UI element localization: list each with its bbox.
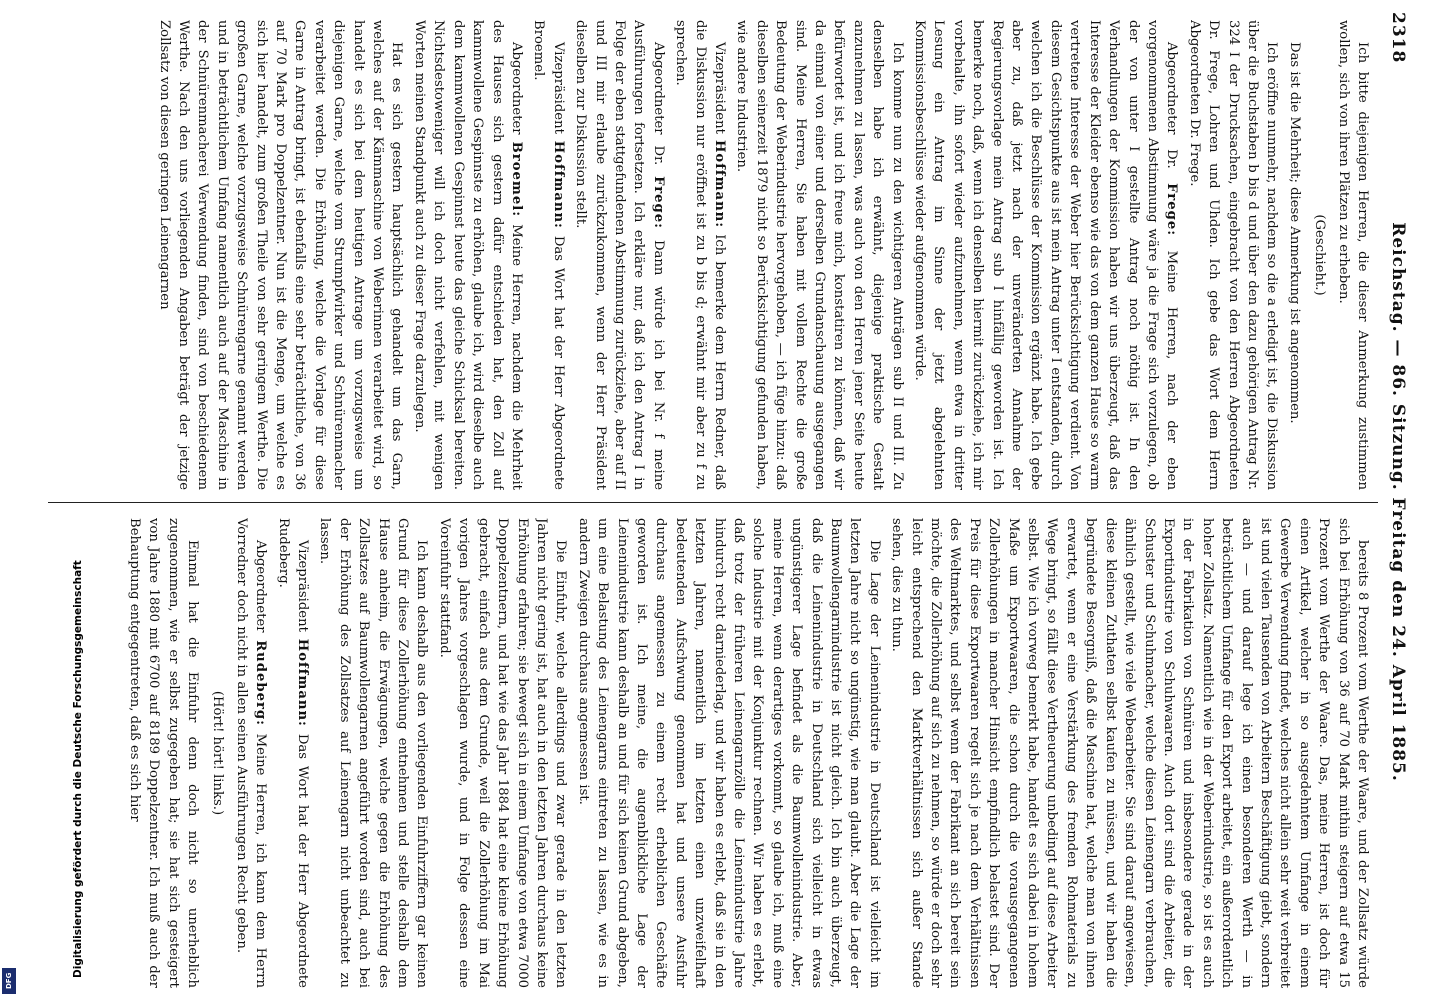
rotated-page [12,12,1412,992]
speaker-name: Broemel: [508,141,524,218]
page-number: 2318 [1388,12,1408,64]
stage-direction: (Hört! hört! links.) [210,690,226,816]
speech-paragraph [273,518,312,988]
speaker-title: Abgeordneter [253,540,269,633]
speaker-title: Abgeordneter Dr. [1164,42,1180,169]
speaker-name: Hoffmann: [712,139,727,229]
speaker-title: Vizepräsident [550,42,566,134]
speech-text: Ich bemerke dem Herrn Redner, daß die Diskussion nur eröffnet ist zu b bis d; erwähnt mir aber zu f zu sprechen. [673,20,727,490]
body-paragraph: Hat es sich gestern hauptsächlich gehandelt um das Garn, welches auf der Kämmaschine von Weberinnen verarbeitet wird, so handelt es sich bei dem heutigen Antrage um vorzugsweise um diejenigen Garne, welche vom Strumpfwirker und Schnürenmacher verarbeitet werden. Die Erhöhung, welche die Vorlage für diese Garne in Antrag bringt, ist ebenfalls eine sehr beträchtliche, von 36 auf 70 Mark pro Doppelzentner. Nun ist die Menge, um welche es sich hier handelt, zum großen Theile von sehr geringem Werthe. Die großen Garne, welche vorzugsweise Schnürengarne genannt werden und in beträchtlichem Umfang namentlich auch auf der Maschine in der Schnürenmacherei Verwendung finden, sind von beschiedenem Werthe. Nach den uns vorliegenden Angaben beträgt der jetzige Zollsatz von diesen geringen Leinengarnen [156,20,405,490]
speaker-title: Vizepräsident [712,42,727,134]
column-divider [48,502,1378,503]
body-paragraph: Ich komme nun zu den wichtigeren Anträgen sub II und III. Zu denselben habe ich erwähnt, diejenige praktische Gestalt anzunehmen zu lassen, was auch von den Herren jener Seite heute befürwortet ist, und ich freue mich, konstatiren zu können, daß wir da einmal von einer und derselben Grundanschauung ausgegangen sind. Meine Herren, Sie haben mit vollem Rechte die große Bedeutung der Weberindustrie hervorgehoben, — ich füge hinzu: daß dieselben seinerzeit 1879 nicht so Berücksichtigung gefunden haben, wie andere Industrien. [734,20,905,490]
body-paragraph: Die Lage der Leinenindustrie in Deutschland ist vielleicht im letzten Jahre nicht so ungünstig, wie man glaubt. Aber die Lage der Baumwollengarnindustrie ist nicht gleich. Ich bin auch überzeugt, daß die Leinenindustrie in Deutschland sich vielleicht in etwas ungünstigerer Lage befindet als die Baumwollenindustrie. Aber, meine Herren, wenn derartiges vorkommt, so glaube ich, muß eine solche Industrie mit der Konjunktur rechnen. Wir haben es erlebt, daß trotz der früheren Leinengarnzölle die Leinenindustrie Jahre hindurch recht darniederlag, und wir haben es erlebt, daß sie in den letzten Jahren, namentlich im letzten einen unzweifelhaft bedeutenden Aufschwung genommen hat und unsere Ausfuhr durchaus angemessen zu einem recht erheblichen Geschäfte geworden ist. Ich meine, die augenblickliche Lage der Leinenindustrie kann deshalb an und für sich keinen Grund abgeben, um eine Belastung des Leinengarns eintreten zu lassen, wie es in andern Zweigen durchaus angemessen ist. [575,518,882,988]
body-paragraph: Die Einfuhr, welche allerdings und zwar gerade in den letzten Jahren nicht gering ist, hat auch in den letzten Jahren durchaus keine Erhöhung erfahren; sie bewegt sich in einem Umfange von etwa 7000 Doppelzentnern, und hat wie das Jahr 1884 hat eine kleine Erhöhung gebracht, einfach aus dem Grunde, weil die Zollerhöhung im Mai vorigen Jahres vorgeschlagen wurde, und in Folge dessen eine Voreinfuhr stattfand. [436,518,569,988]
speaker-name: Frege: [650,176,666,230]
speaker-title: Abgeordneter Dr. [650,42,666,166]
speech-text: Meine Herren, nachdem die Mehrheit des Hauses sich gestern dafür entschieden hat, den Zoll auf kammwollene Gespinnste zu erhöhen, glaube ich, wird dieselbe auch dem kammwollenen Gespinnst heute das gleiche Schicksal bereiten. Nichtsdestoweniger will ich doch nicht verfehlen, mit wenigen Worten meinen Standpunkt auch zu dieser Frage darzulegen. [411,20,524,490]
speech-paragraph [910,20,1182,490]
speaker-name: Hoffmann: [295,638,311,727]
speech-text: Dann würde ich bei Nr. f meine Ausführungen fortsetzen. Ich erkläre nur, daß ich den Antrag I in Folge der eben stattgefundenen Abstimmung zurückziehe, aber auf II und III mir erlaube zurückzukommen, wenn der Herr Präsident dieselben zur Diskussion stellt. [573,20,666,490]
speaker-title: Abgeordneter [508,42,524,135]
dfg-logo: DFG [2,968,16,994]
speech-text: Das Wort hat der Herr Abgeordnete Rudeberg. [275,518,311,988]
speech-paragraph [671,20,729,490]
speech-paragraph [410,20,526,490]
speech-paragraph [529,20,568,490]
speech-text: Das Wort hat der Herr Abgeordnete Broemel. [531,20,566,490]
speaker-title: Vizepräsident [295,540,311,632]
body-paragraph: Das ist die Mehrheit; diese Anmerkung ist angenommen. [1286,42,1302,424]
speaker-name: Hoffmann: [550,140,566,229]
speaker-name: Rudeberg: [253,640,269,727]
body-paragraph: Ich eröffne nunmehr, nachdem so die a erledigt ist, die Diskussion über die Buchstaben b bis d und über den dazu gehörigen Antrag Nr. 324 I der Drucksachen, eingebracht von den Herren Abgeordneten Dr. Frege, Lohren und Uhden. Ich gebe das Wort dem Herrn Abgeordneten Dr. Frege. [1186,20,1280,490]
body-paragraph: Ich kann deshalb aus den vorliegenden Einfuhrziffern gar keinen Grund für diese Zollerhöhung entnehmen und stelle deshalb dem Hause anheim, die Erwägungen, welche gegen die Erhöhung des Zollsatzes auf Baumwollengarnen angeführt worden sind, auch bei der Erhöhung des Zollsatzes auf Leinengarn nicht unbeachtet zu lassen. [317,518,430,988]
body-paragraph: Einmal hat die Einfuhr denn doch nicht so unerheblich zugenommen, wie er selbst zugegeben hat; sie hat sich gesteigert von Jahre 1880 mit 6700 auf 8189 Doppelzentner. Ich muß auch der Behauptung entgegentreten, daß es sich hier [126,518,201,988]
body-paragraph: bereits 8 Prozent vom Werthe der Waare, und der Zollsatz würde sich bei Erhöhung von 36 auf 70 Mark mithin steigern auf etwa 15 Prozent vom Werthe der Waare. Das, meine Herren, ist doch für einen Artikel, welcher in so ausgedehntem Umfange in einem Gewerbe Verwendung findet, welches nicht allein sehr weit verbreitet ist und vielen Tausenden von Arbeitern Beschäftigung giebt, sondern auch — und darauf lege ich einen besonderen Werth — in beträchtlichem Umfange für den Export arbeitet, ein außerordentlich hoher Zollsatz. Namentlich wie in der Weberindustrie, so ist es auch in der Fabrikation von Schnüren und insbesondere gerade in der Exportindustrie von Schuhwaaren. Auch dort sind die Arbeiter, die Schuster und Schuhmacher, welche diesen Leinengarn verbrauchen, ähnlich gestellt, wie viele Webearbeiter. Sie sind darauf angewiesen, diese kleinen Zuthaten selbst kaufen zu müssen, und wir haben die begründete Besorgniß, daß die Maschine hat, welche man von ihnen erwartet, wenn er eine Verstärkung des fremden Rohmaterials zu Wege bringt, so fällt diese Vertheuerung unbedingt auf diese Arbeiter selbst. Wie ich vorweg bemerkt habe, handelt es sich dabei in hohem Maße um Exportwaaren, die schon durch die vorausgegangenen Zollerhöhungen in mancher Hinsicht empfindlich belastet sind. Der Preis für diese Exportwaaren regelt sich je nach dem Verhältnissen des Weltmarktes, und selbst wenn der Fabrikant an sich bereit sein möchte, die Zollerhöhung auf sich zu nehmen, so würde er doch sehr leicht entsprechend den Marktverhältnissen sich außer Stande sehen, dies zu thun. [889,518,1370,988]
credit-text: Digitalisierung gefördert durch die Deutsche Forschungsgemeinschaft [72,560,84,978]
speech-text: Meine Herren, nach der eben vorgenommenen Abstimmung wäre ja die Frage sich vorzulegen, ob der von unter I gestellte Antrag noch nöthig ist. In den Verhandlungen der Kommission haben wir uns überzeugt, daß das Interesse der Kleider ebenso wie das von dem ganzen Hause so warm vertretene Interesse der Weber hier Berücksichtigung verdient. Von diesem Gesichtspunkte aus ist mein Antrag unter I entstanden, durch welchen ich die Beschlüsse der Kommission ergänzt habe. Ich gebe aber zu, daß jetzt nach der unveränderten Annahme der Regierungsvorlage mein Antrag sub I hinfällig geworden ist. Ich bemerke noch, daß, wenn ich denselben hiermit zurückziehe, ich mir vorbehalte, ihn sofort wieder aufzunehmen, wenn etwa in dritter Lesung ein Antrag im Sinne der jetzt abgelehnten Kommissionsbeschlüsse wieder aufgenommen würde. [912,20,1180,490]
stage-direction: (Geschieht.) [1312,214,1328,296]
speech-paragraph [571,20,668,490]
body-paragraph: Ich bitte diejenigen Herren, die dieser Anmerkung zustimmen wollen, sich von ihren Plätzen zu erheben. [1335,20,1370,490]
speaker-name: Frege: [1164,183,1180,237]
running-title: Reichstag. — 86. Sitzung. Freitag den 24. April 1885. [1388,222,1408,782]
right-column [22,518,1372,988]
page-header [1382,12,1412,992]
left-column [22,20,1372,490]
speech-paragraph [231,518,270,988]
speech-text: Meine Herren, ich kann dem Herrn Vorredner doch nicht in allen seinen Ausführungen Recht geben. [233,518,269,988]
